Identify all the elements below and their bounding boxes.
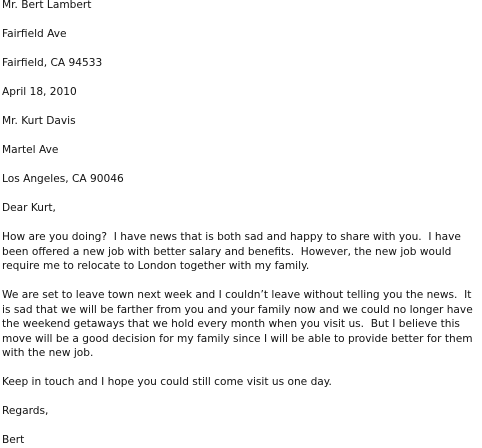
letter-date: April 18, 2010 bbox=[2, 86, 77, 98]
sender-name: Mr. Bert Lambert bbox=[2, 0, 92, 11]
recipient-street: Martel Ave bbox=[2, 144, 59, 156]
body-paragraph: How are you doing? I have news that is both sad and happy to share with you. I have been offered a new job with better salary and benefits. However, the new job would require me to relocate to London together with my family. bbox=[2, 231, 465, 272]
closing: Regards, bbox=[2, 405, 49, 417]
body-paragraph: We are set to leave town next week and I couldn’t leave without telling you the news. It is sad that we will be farther from you and your family now and we could no longer have the weekend getaways that we hold every month when you visit us. But I believe this move will be a good decision for my family since I will be able to provide better for them with the new job. bbox=[2, 289, 477, 359]
recipient-city-state-zip: Los Angeles, CA 90046 bbox=[2, 173, 124, 185]
salutation: Dear Kurt, bbox=[2, 202, 56, 214]
sender-street: Fairfield Ave bbox=[2, 28, 67, 40]
body-paragraph: Keep in touch and I hope you could still come visit us one day. bbox=[2, 376, 332, 388]
sender-city-state-zip: Fairfield, CA 94533 bbox=[2, 57, 103, 69]
letter-document bbox=[2, 0, 480, 448]
signature: Bert bbox=[2, 434, 25, 446]
recipient-name: Mr. Kurt Davis bbox=[2, 115, 76, 127]
